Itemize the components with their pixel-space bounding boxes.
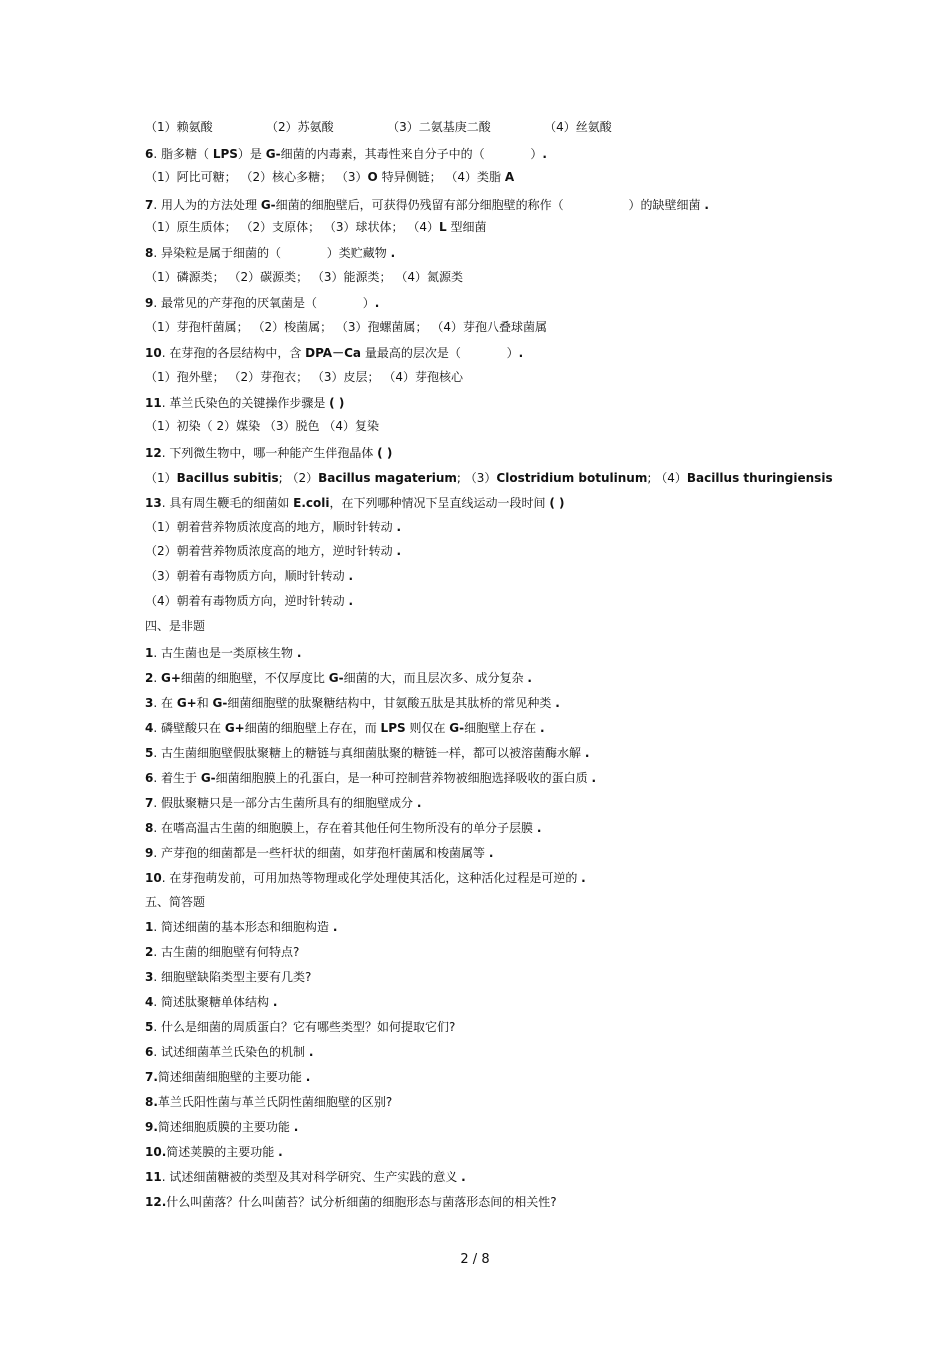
- text-segment: 五、简答题: [145, 895, 206, 909]
- text-line: [145, 218, 486, 236]
- text-line: [145, 318, 547, 336]
- text-segment: 细菌的细胞壁后，可获得仍残留有部分细胞壁的称作（ ）的缺壁细菌: [275, 198, 705, 212]
- text-segment: 细菌的细胞壁，不仅厚度比: [180, 671, 329, 685]
- text-segment: LPS: [380, 721, 406, 735]
- text-segment: .: [374, 296, 380, 310]
- text-line: [145, 268, 463, 286]
- text-segment: . 在芽孢萌发前，可用加热等物理或化学处理使其活化，这种活化过程是可逆的: [161, 871, 582, 885]
- text-segment: . 最常见的产芽孢的厌氧菌是（ ）: [153, 296, 375, 310]
- text-line: [145, 368, 463, 386]
- text-segment: 简述荚膜的主要功能: [166, 1145, 279, 1159]
- text-segment: G-: [328, 671, 344, 685]
- text-segment: 6: [145, 1045, 154, 1059]
- text-segment: . 革兰氏染色的关键操作步骤是: [161, 396, 330, 410]
- text-segment: . 细胞壁缺陷类型主要有几类?: [153, 970, 312, 984]
- text-segment: .: [488, 846, 494, 860]
- text-line: [145, 518, 401, 536]
- text-line: [145, 394, 344, 412]
- text-segment: 型细菌: [446, 220, 487, 234]
- text-line: [145, 669, 532, 687]
- text-segment: . 产芽孢的细菌都是一些杆状的细菌，如芽孢杆菌属和梭菌属等: [153, 846, 489, 860]
- text-line: [145, 1143, 283, 1161]
- text-segment: . 试述细菌糖被的类型及其对科学研究、生产实践的意义: [161, 1170, 462, 1184]
- text-segment: .: [348, 569, 354, 583]
- text-segment: .: [278, 1145, 283, 1159]
- text-segment: 3: [145, 970, 154, 984]
- text-segment: .: [308, 1045, 314, 1059]
- text-segment: 7: [145, 796, 154, 810]
- text-segment: . 古生菌也是一类原核生物: [153, 646, 297, 660]
- text-segment: Bacillus subitis: [176, 471, 279, 485]
- text-segment: . 着生于: [153, 771, 201, 785]
- text-segment: 8: [145, 246, 154, 260]
- text-segment: 10: [145, 871, 162, 885]
- text-segment: G-: [265, 147, 281, 161]
- text-segment: 量最高的层次是（ ）: [361, 346, 519, 360]
- text-line: [145, 794, 421, 812]
- text-segment: 2: [145, 945, 154, 959]
- text-line: [145, 893, 205, 911]
- text-segment: （1）: [145, 471, 177, 485]
- text-segment: （1）芽孢杆菌属； （2）梭菌属； （3）孢螺菌属； （4）芽孢八叠球菌属: [145, 320, 547, 334]
- text-segment: 细菌的细胞壁上存在，而: [244, 721, 381, 735]
- text-segment: .: [581, 871, 586, 885]
- text-segment: G+: [176, 696, 197, 710]
- text-line: [145, 719, 545, 737]
- text-segment: 3: [145, 696, 154, 710]
- text-segment: .: [153, 671, 161, 685]
- text-segment: 11: [145, 1170, 162, 1184]
- text-segment: 细菌细胞膜上的孔蛋白，是一种可控制营养物被细胞选择吸收的蛋白质: [215, 771, 592, 785]
- text-segment: （2）朝着营养物质浓度高的地方，逆时针转动: [145, 544, 397, 558]
- text-line: [145, 294, 379, 312]
- text-segment: . 脂多糖（: [153, 147, 213, 161]
- text-segment: ( ): [377, 446, 393, 460]
- text-segment: . 用人为的方法处理: [153, 198, 261, 212]
- text-segment: ; （4）: [647, 471, 687, 485]
- text-segment: 1: [145, 646, 154, 660]
- text-line: [145, 769, 596, 787]
- text-segment: . 古生菌细胞壁假肽聚糖上的糖链与真细菌肽聚的糖链一样，都可以被溶菌酶水解: [153, 746, 585, 760]
- text-segment: （3）朝着有毒物质方向，顺时针转动: [145, 569, 349, 583]
- text-segment: LPS: [212, 147, 238, 161]
- text-segment: .: [461, 1170, 466, 1184]
- text-segment: （3）二氨基庚二酸: [333, 120, 491, 134]
- text-line: [145, 494, 564, 512]
- text-segment: 细菌细胞壁的肽聚糖结构中，甘氨酸五肽是其肽桥的常见种类: [227, 696, 556, 710]
- text-segment: E.coli: [293, 496, 330, 510]
- text-segment: .: [704, 198, 709, 212]
- text-segment: （2）苏氨酸: [212, 120, 334, 134]
- text-segment: 4: [145, 721, 154, 735]
- text-segment: .: [296, 646, 302, 660]
- text-line: [145, 1043, 313, 1061]
- text-line: [145, 592, 353, 610]
- text-segment: DPA－Ca: [305, 346, 362, 360]
- text-segment: .: [305, 1070, 311, 1084]
- text-line: [145, 968, 311, 986]
- text-line: [145, 145, 547, 163]
- text-segment: 细胞壁上存在: [464, 721, 540, 735]
- text-line: [145, 444, 392, 462]
- text-line: [145, 417, 379, 435]
- text-segment: 11: [145, 396, 162, 410]
- text-segment: 5: [145, 1020, 154, 1034]
- text-segment: .: [542, 147, 547, 161]
- text-segment: .: [591, 771, 597, 785]
- text-segment: G-: [212, 696, 228, 710]
- text-segment: G-: [200, 771, 216, 785]
- text-segment: G-: [449, 721, 465, 735]
- text-segment: . 什么是细菌的周质蛋白？它有哪些类型？如何提取它们?: [153, 1020, 456, 1034]
- text-line: [145, 567, 353, 585]
- text-segment: ; （3）: [456, 471, 497, 485]
- text-line: [145, 644, 301, 662]
- text-segment: 细菌的内毒素，其毒性来自分子中的（ ）: [280, 147, 543, 161]
- text-line: [145, 694, 560, 712]
- text-segment: .: [396, 520, 402, 534]
- text-segment: . 古生菌的细胞壁有何特点?: [153, 945, 300, 959]
- text-segment: 2: [145, 671, 154, 685]
- text-segment: （1）朝着营养物质浓度高的地方，顺时针转动: [145, 520, 397, 534]
- text-segment: . 在嗜高温古生菌的细胞膜上，存在着其他任何生物所没有的单分子层膜: [153, 821, 537, 835]
- text-segment: 4: [145, 995, 154, 1009]
- text-line: [145, 1093, 392, 1111]
- text-segment: ; （2）: [278, 471, 319, 485]
- text-segment: 简述细菌细胞壁的主要功能: [157, 1070, 306, 1084]
- text-line: [145, 1193, 557, 1211]
- text-segment: （1）原生质体； （2）支原体； （3）球状体； （4）: [145, 220, 439, 234]
- text-segment: 四、是非题: [145, 619, 206, 633]
- text-segment: 8: [145, 821, 154, 835]
- text-segment: L: [438, 220, 447, 234]
- text-segment: .: [348, 594, 354, 608]
- text-segment: 9: [145, 296, 154, 310]
- text-segment: 6: [145, 147, 154, 161]
- text-segment: 12.: [145, 1195, 167, 1209]
- text-line: [145, 542, 401, 560]
- text-line: [145, 118, 612, 136]
- text-segment: ( ): [549, 496, 565, 510]
- text-segment: 革兰氏阳性菌与革兰氏阴性菌细胞壁的区别?: [157, 1095, 393, 1109]
- text-segment: 6: [145, 771, 154, 785]
- page-number: 2 / 8: [460, 1252, 490, 1267]
- text-segment: 12: [145, 446, 162, 460]
- text-segment: ）是: [237, 147, 266, 161]
- text-line: [145, 844, 493, 862]
- text-segment: 10: [145, 346, 162, 360]
- text-segment: . 试述细菌革兰氏染色的机制: [153, 1045, 309, 1059]
- text-segment: 什么叫菌落？什么叫菌苔？试分析细菌的细胞形态与菌落形态间的相关性?: [166, 1195, 557, 1209]
- text-line: [145, 918, 337, 936]
- text-segment: 9.: [145, 1120, 158, 1134]
- text-segment: . 简述肽聚糖单体结构: [153, 995, 273, 1009]
- text-segment: .: [390, 246, 396, 260]
- text-segment: . 磷壁酸只在: [153, 721, 225, 735]
- text-segment: 5: [145, 746, 154, 760]
- text-line: [145, 1068, 310, 1086]
- text-segment: 9: [145, 846, 154, 860]
- text-segment: .: [584, 746, 590, 760]
- text-segment: ( ): [329, 396, 345, 410]
- text-segment: O: [367, 170, 378, 184]
- text-segment: .: [293, 1120, 299, 1134]
- text-segment: （1）磷源类； （2）碳源类； （3）能源类； （4）氮源类: [145, 270, 463, 284]
- text-segment: . 简述细菌的基本形态和细胞构造: [153, 920, 333, 934]
- text-line: [145, 1018, 455, 1036]
- text-line: [145, 469, 833, 487]
- text-segment: （1）阿比可糖； （2）核心多糖； （3）: [145, 170, 368, 184]
- text-line: [145, 819, 541, 837]
- text-line: [145, 344, 523, 362]
- text-segment: 特异侧链； （4）类脂: [377, 170, 505, 184]
- text-line: [145, 1168, 466, 1186]
- text-line: [145, 869, 586, 887]
- text-line: [145, 196, 709, 214]
- text-line: [145, 1118, 298, 1136]
- text-segment: 1: [145, 920, 154, 934]
- text-segment: .: [539, 721, 545, 735]
- text-segment: .: [416, 796, 422, 810]
- text-line: [145, 943, 299, 961]
- text-segment: .: [527, 671, 532, 685]
- text-segment: A: [504, 170, 515, 184]
- text-line: [145, 244, 395, 262]
- text-line: [145, 744, 589, 762]
- text-segment: .: [555, 696, 560, 710]
- text-segment: 8.: [145, 1095, 158, 1109]
- text-segment: G+: [224, 721, 245, 735]
- text-segment: Clostridium botulinum: [496, 471, 648, 485]
- text-segment: （1）赖氨酸: [145, 120, 213, 134]
- text-segment: Bacillus thuringiensis: [686, 471, 833, 485]
- text-segment: （4）丝氨酸: [490, 120, 612, 134]
- text-line: [145, 993, 277, 1011]
- text-segment: . 在: [153, 696, 177, 710]
- text-segment: 则仅在: [405, 721, 450, 735]
- text-segment: .: [272, 995, 278, 1009]
- text-segment: .: [518, 346, 524, 360]
- text-segment: 13: [145, 496, 162, 510]
- text-segment: G+: [161, 671, 181, 685]
- text-segment: . 异染粒是属于细菌的（ ）类贮藏物: [153, 246, 391, 260]
- text-segment: .: [332, 920, 338, 934]
- text-segment: . 在芽孢的各层结构中，含: [161, 346, 306, 360]
- text-segment: .: [396, 544, 402, 558]
- text-segment: 细菌的大，而且层次多、成分复杂: [343, 671, 528, 685]
- text-segment: G-: [260, 198, 276, 212]
- text-segment: ，在下列哪种情况下呈直线运动一段时间: [329, 496, 550, 510]
- text-segment: 10.: [145, 1145, 167, 1159]
- text-segment: （4）朝着有毒物质方向，逆时针转动: [145, 594, 349, 608]
- text-segment: 和: [196, 696, 213, 710]
- text-segment: Bacillus magaterium: [318, 471, 457, 485]
- text-line: [145, 617, 205, 635]
- text-segment: （1）初染（ 2）媒染 （3）脱色 （4）复染: [145, 419, 379, 433]
- text-segment: . 具有周生鞭毛的细菌如: [161, 496, 294, 510]
- text-segment: 简述细胞质膜的主要功能: [157, 1120, 294, 1134]
- text-line: [145, 168, 514, 186]
- text-segment: . 下列微生物中，哪一种能产生伴孢晶体: [161, 446, 378, 460]
- text-segment: 7.: [145, 1070, 158, 1084]
- text-segment: . 假肽聚糖只是一部分古生菌所具有的细胞壁成分: [153, 796, 417, 810]
- text-segment: .: [536, 821, 542, 835]
- text-segment: （1）孢外壁； （2）芽孢衣； （3）皮层； （4）芽孢核心: [145, 370, 463, 384]
- text-segment: 7: [145, 198, 154, 212]
